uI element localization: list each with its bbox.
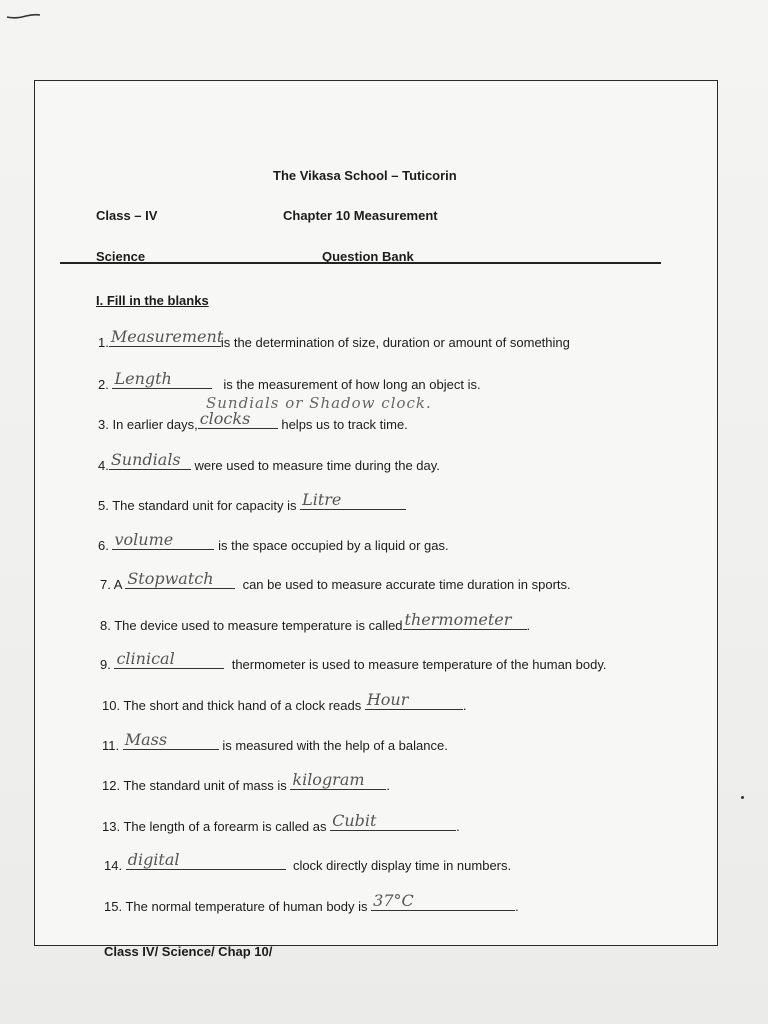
handwritten-answer: kilogram — [292, 770, 365, 789]
answer-blank — [125, 569, 235, 589]
answer-blank — [123, 730, 219, 750]
answer-blank — [300, 490, 406, 510]
handwritten-answer: Litre — [302, 490, 342, 509]
answer-blank — [109, 450, 191, 470]
question-15: 15. The normal temperature of human body is 37°C . — [104, 891, 519, 914]
question-11: 11. Mass is measured with the help of a balance. — [102, 730, 448, 753]
question-9: 9. clinical thermometer is used to measure temperature of the human body. — [100, 649, 607, 672]
answer-blank — [112, 369, 212, 389]
answer-blank — [290, 770, 386, 790]
answer-blank — [109, 327, 224, 347]
chapter-title: Chapter 10 Measurement — [283, 208, 438, 223]
question-1: 1. Measurement is the determination of size, duration or amount of something — [98, 327, 570, 350]
handwritten-answer: Stopwatch — [127, 569, 214, 588]
handwritten-answer: Sundials — [110, 450, 181, 469]
school-name: The Vikasa School – Tuticorin — [273, 168, 457, 183]
answer-blank — [365, 690, 463, 710]
answer-blank — [112, 530, 214, 550]
handwritten-answer: digital — [127, 850, 180, 869]
question-2: 2. Length is the measurement of how long an object is. — [98, 369, 481, 392]
class-label: Class – IV — [96, 208, 158, 223]
question-5: 5. The standard unit for capacity is Litre — [98, 494, 406, 513]
handwritten-answer: Cubit — [332, 811, 377, 830]
question-13: 13. The length of a forearm is called as Cubit . — [102, 811, 460, 834]
question-6: 6. volume is the space occupied by a liquid or gas. — [98, 530, 449, 553]
header-divider — [60, 262, 661, 264]
answer-blank — [403, 610, 527, 630]
question-4: 4. Sundials were used to measure time during the day. — [98, 450, 440, 473]
handwritten-answer: volume — [114, 530, 174, 549]
question-12: 12. The standard unit of mass is kilogram . — [102, 770, 390, 793]
answer-blank — [126, 850, 286, 870]
answer-blank — [198, 409, 278, 429]
footer-label: Class IV/ Science/ Chap 10/ — [104, 944, 273, 959]
handwritten-answer: clinical — [116, 649, 175, 668]
question-8: 8. The device used to measure temperature is called thermometer . — [100, 610, 531, 633]
subject-label: Science — [96, 249, 146, 264]
answer-blank — [330, 811, 456, 831]
document-type: Question Bank — [322, 249, 414, 264]
handwritten-answer: Measurement — [110, 327, 224, 346]
question-10: 10. The short and thick hand of a clock reads Hour . — [102, 690, 467, 713]
handwritten-note: Sundials or Shadow clock. — [206, 394, 432, 412]
section-title: I. Fill in the blanks — [96, 293, 209, 308]
handwritten-answer: Length — [114, 369, 172, 388]
answer-blank — [114, 649, 224, 669]
handwritten-answer: clocks — [199, 409, 251, 428]
answer-blank — [371, 891, 515, 911]
scan-speck — [741, 796, 744, 799]
handwritten-answer: 37°C — [373, 891, 414, 910]
handwritten-answer: thermometer — [404, 610, 512, 629]
question-3: 3. In earlier days, clocks helps us to track time. — [98, 409, 408, 432]
question-7: 7. A Stopwatch can be used to measure accurate time duration in sports. — [100, 569, 571, 592]
pen-mark — [6, 12, 42, 22]
question-14: 14. digital clock directly display time in numbers. — [104, 850, 512, 873]
handwritten-answer: Hour — [366, 690, 409, 709]
handwritten-answer: Mass — [124, 730, 168, 749]
